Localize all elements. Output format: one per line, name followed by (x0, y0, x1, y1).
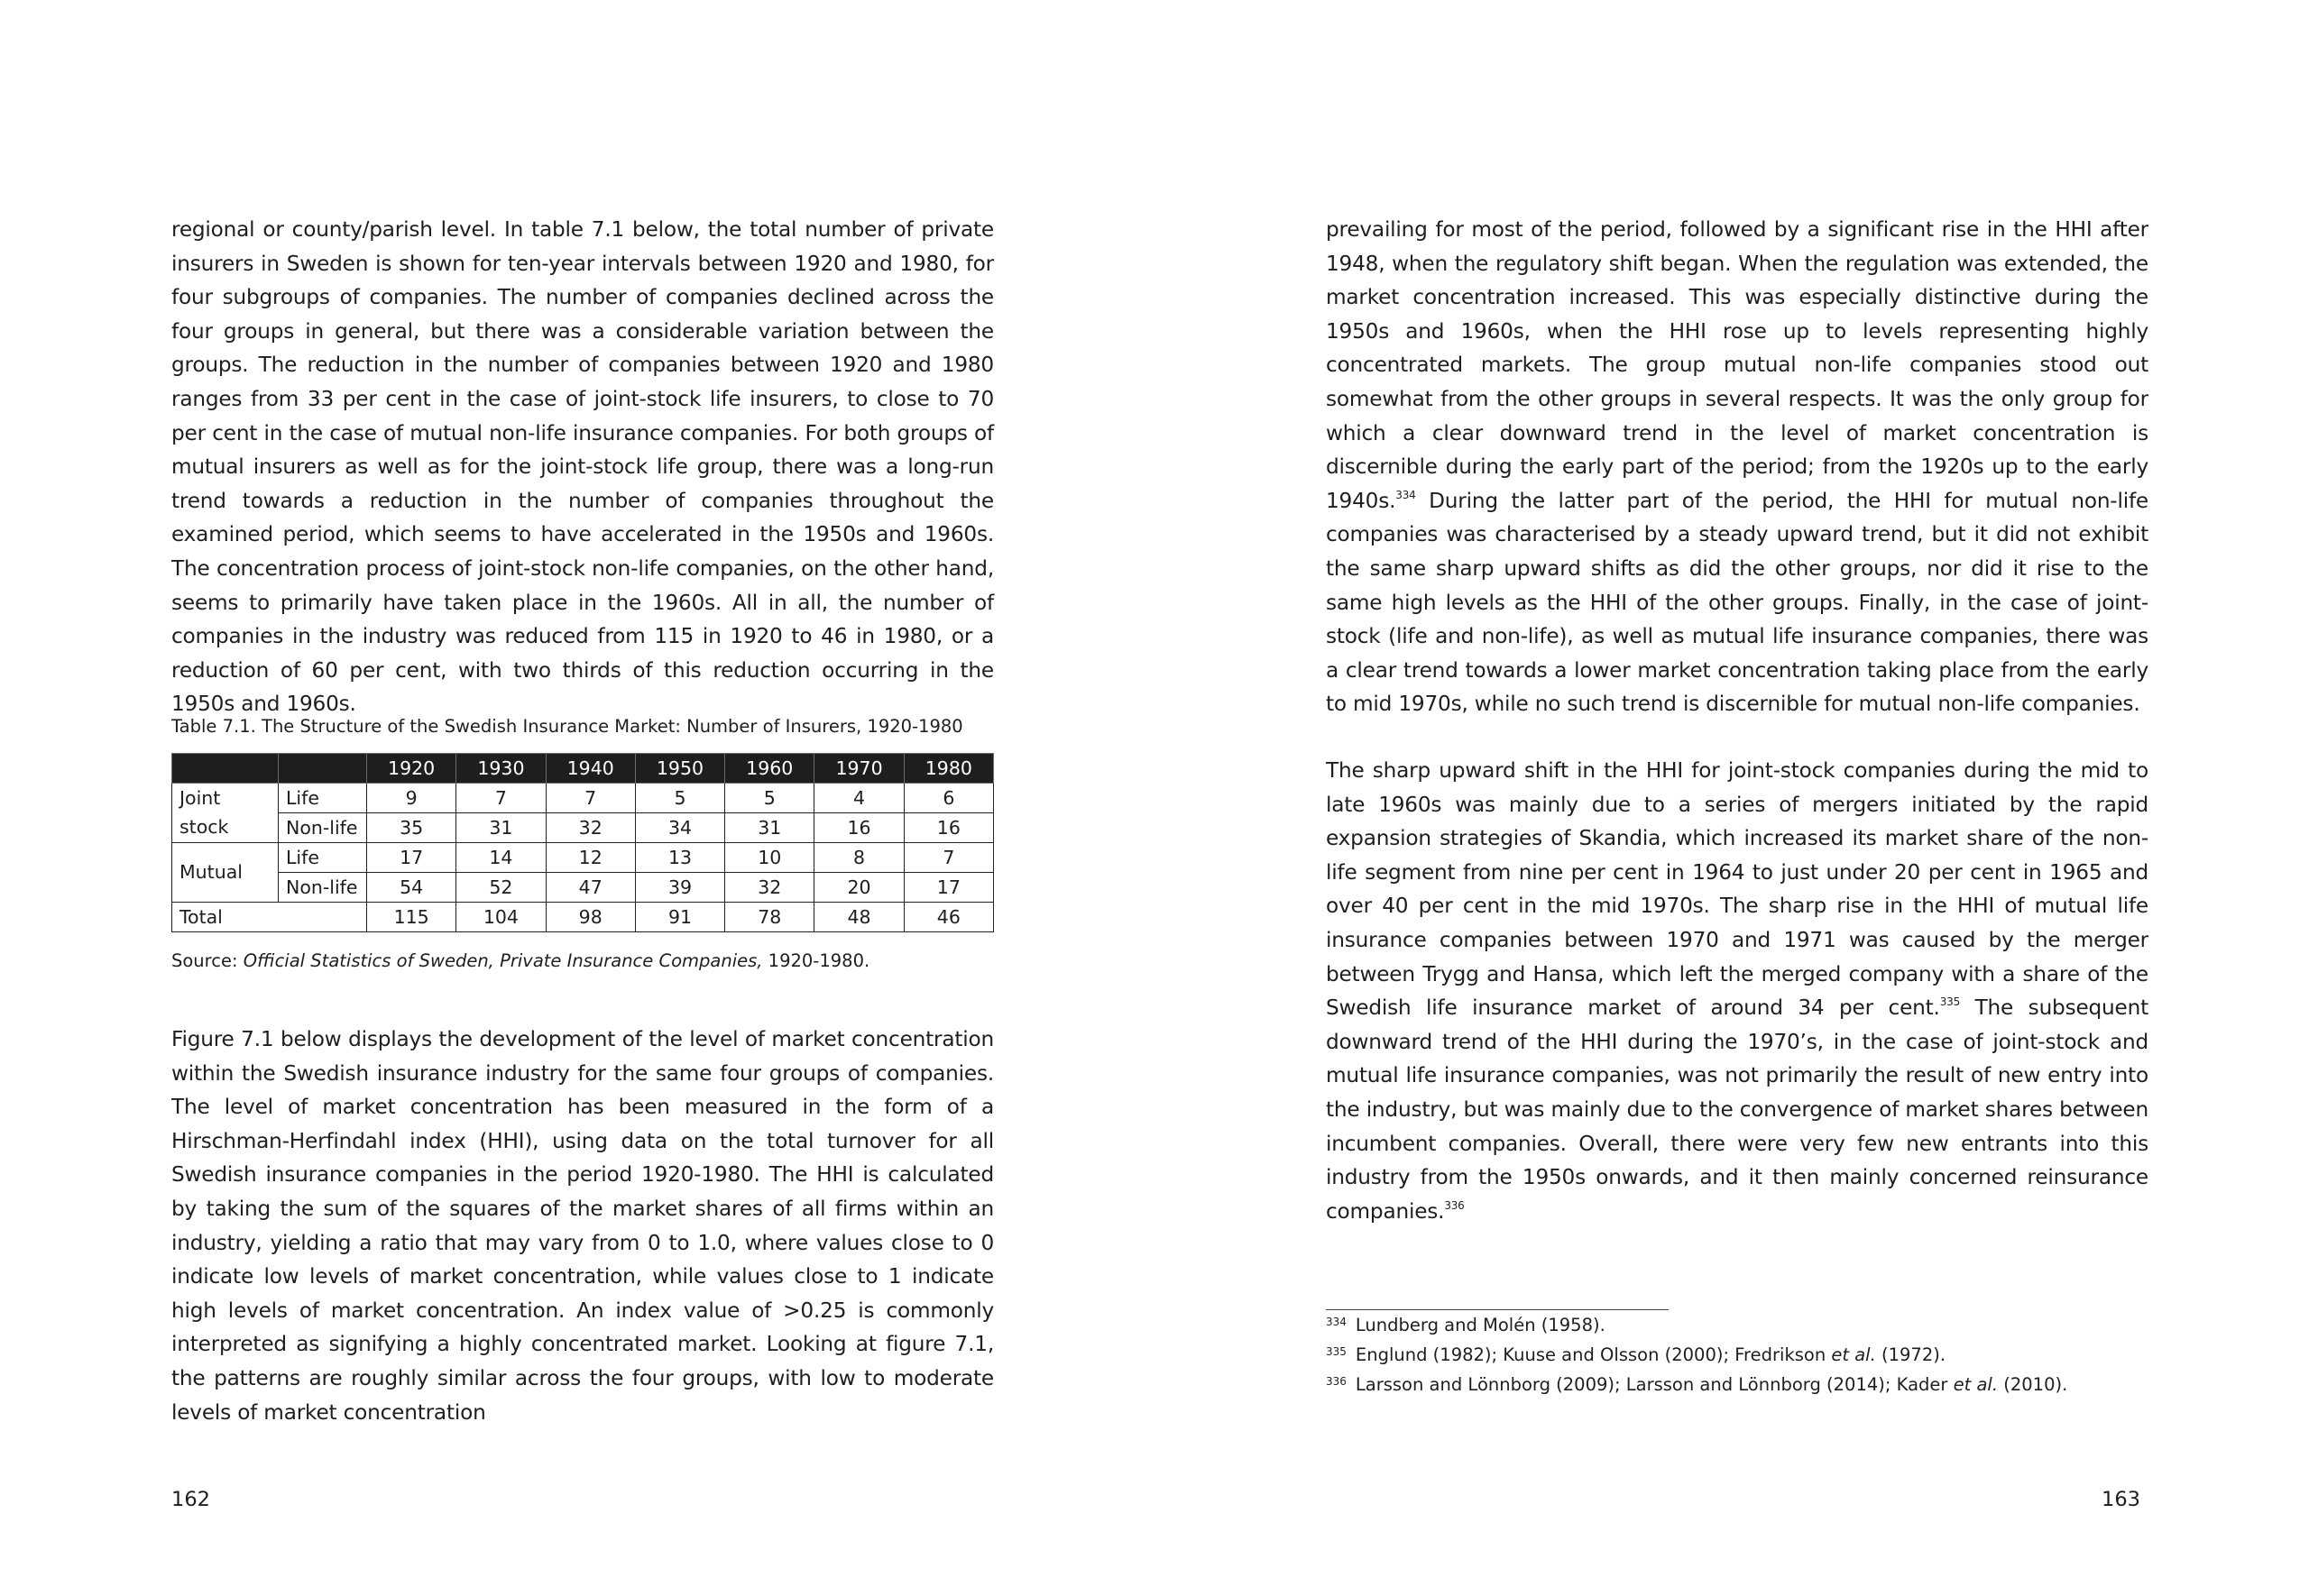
footnote-text: (1972). (1875, 1344, 1946, 1365)
year-header: 1970 (814, 754, 904, 784)
row-label-life: Life (279, 843, 367, 873)
year-header: 1960 (725, 754, 814, 784)
paragraph-mergers (1326, 754, 2148, 1228)
source-prefix: Source: (171, 950, 244, 971)
right-page (1154, 0, 2309, 1596)
year-header: 1950 (635, 754, 724, 784)
year-header: 1930 (456, 754, 546, 784)
year-header: 1980 (904, 754, 993, 784)
table-cell: 7 (904, 843, 993, 873)
page-number: 162 (171, 1488, 210, 1511)
table-cell: 31 (456, 813, 546, 843)
row-label-nonlife: Non-life (279, 813, 367, 843)
table-cell: 34 (635, 813, 724, 843)
footnote-ref[interactable]: 334 (1395, 488, 1416, 501)
table-header-row (172, 754, 994, 784)
table-cell: 14 (456, 843, 546, 873)
table-cell: 5 (635, 784, 724, 813)
table-cell: 10 (725, 843, 814, 873)
header-blank-cell (279, 754, 367, 784)
table-cell: 9 (367, 784, 456, 813)
row-label-nonlife: Non-life (279, 873, 367, 903)
footnote-number: 334 (1326, 1316, 1347, 1328)
header-blank-cell (172, 754, 279, 784)
left-page (0, 0, 1154, 1596)
paragraph-text: Figure 7.1 below displays the development of the level of market concentration within the Swedish insurance industry for the same four groups of companies. The level of market concentration has been measured in the form of a Hirschman-Herfindahl index (HHI), using data on the total turnover for all Swedish insurance companies in the period 1920-1980. The HHI is calculated by taking the sum of the squares of the market shares of all firms within an industry, yielding a ratio that may vary from 0 to 1.0, where values close to 0 indicate low levels of market concentration, while values close to 1 indicate high levels of market concentration. An index value of >0.25 is commonly interpreted as signifying a highly concentrated market. Looking at figure 7.1, the patterns are roughly similar across the four groups, with low to moderate levels of market concentration (171, 1027, 994, 1425)
footnote-number: 335 (1326, 1345, 1347, 1358)
table-cell-empty (279, 903, 367, 932)
table-cell: 48 (814, 903, 904, 932)
table-cell: 52 (456, 873, 546, 903)
row-label-life: Life (279, 784, 367, 813)
year-header: 1920 (367, 754, 456, 784)
footnote-text: (2010). (1998, 1374, 2068, 1395)
text-run: The sharp upward shift in the HHI for joint-stock companies during the mid to late 1960s was mainly due to a series of mergers initiated by the rapid expansion strategies of Skandia, which increased its market share of the non-life segment from nine per cent in 1964 to just under 20 per cent in 1965 and over 40 per cent in the mid 1970s. The sharp rise in the HHI of mutual life insurance companies between 1970 and 1971 was caused by the merger between Trygg and Hansa, which left the merged company with a share of the Swedish life insurance market of around 34 per cent. (1326, 758, 2148, 1021)
table-cell: 47 (546, 873, 635, 903)
source-title: Official Statistics of Sweden, Private Insurance Companies, (243, 950, 763, 971)
source-suffix: 1920-1980. (762, 950, 870, 971)
table-cell: 12 (546, 843, 635, 873)
table-cell: 16 (814, 813, 904, 843)
table-cell: 17 (904, 873, 993, 903)
table-cell: 16 (904, 813, 993, 843)
footnote-etal: et al. (1831, 1344, 1876, 1365)
table-cell: 6 (904, 784, 993, 813)
footnote (1326, 1374, 2067, 1395)
table-cell: 39 (635, 873, 724, 903)
table-cell: 54 (367, 873, 456, 903)
table-cell: 8 (814, 843, 904, 873)
table-cell: 7 (546, 784, 635, 813)
table-cell: 32 (546, 813, 635, 843)
table-cell: 17 (367, 843, 456, 873)
table-cell: 7 (456, 784, 546, 813)
footnote-text: Englund (1982); Kuuse and Olsson (2000); Fredrikson (1355, 1344, 1832, 1365)
table-row (172, 843, 994, 873)
table-cell: 13 (635, 843, 724, 873)
table-row (172, 784, 994, 813)
table-cell: 4 (814, 784, 904, 813)
year-header: 1940 (546, 754, 635, 784)
footnote-text: Lundberg and Molén (1958). (1355, 1315, 1605, 1335)
paragraph-figure (171, 1023, 994, 1429)
paragraph-text (1326, 754, 2148, 1228)
table-cell: 98 (546, 903, 635, 932)
table-cell: 31 (725, 813, 814, 843)
table-cell: 91 (635, 903, 724, 932)
table-caption: Table 7.1. The Structure of the Swedish Insurance Market: Number of Insurers, 1920-1980 (171, 716, 963, 737)
table-total-row (172, 903, 994, 932)
footnote-etal: et al. (1953, 1374, 1999, 1395)
table-cell: 32 (725, 873, 814, 903)
paragraph-concentration (1326, 213, 2148, 721)
table-cell: 5 (725, 784, 814, 813)
paragraph-text (1326, 213, 2148, 721)
insurers-table (171, 753, 994, 932)
footnote (1326, 1315, 1605, 1335)
footnote-number: 336 (1326, 1375, 1347, 1388)
footnote-ref[interactable]: 335 (1939, 995, 1961, 1009)
table-cell: 78 (725, 903, 814, 932)
footnote-ref[interactable]: 336 (1444, 1198, 1465, 1212)
table-cell: 104 (456, 903, 546, 932)
table-row (172, 873, 994, 903)
table-cell: 20 (814, 873, 904, 903)
text-run: prevailing for most of the period, followed by a significant rise in the HHI after 1948, when the regulatory shift began. When the regulation was extended, the market concentration increased. This was especially distinctive during the 1950s and 1960s, when the HHI rose up to levels representing highly concentrated markets. The group mutual non-life companies stood out somewhat from the other groups in several respects. It was the only group for which a clear downward trend in the level of market concentration is discernible during the early part of the period; from the 1920s up to the early 1940s. (1326, 217, 2148, 513)
table-row (172, 813, 994, 843)
footnote (1326, 1344, 1946, 1365)
table-cell: 35 (367, 813, 456, 843)
text-run: The subsequent downward trend of the HHI during the 1970’s, in the case of joint-stock and mutual life insurance companies, was not primarily the result of new entry into the industry, but was mainly due to the convergence of market shares between incumbent companies. Overall, there were very few new entrants into this industry from the 1950s onwards, and it then mainly concerned reinsurance companies. (1326, 995, 2148, 1224)
text-run: During the latter part of the period, the HHI for mutual non-life companies was characterised by a steady upward trend, but it did not exhibit the same sharp upward shifts as did the other groups, nor did it rise to the same high levels as the HHI of the other groups. Finally, in the case of joint-stock (life and non-life), as well as mutual life insurance companies, there was a clear trend towards a lower market concentration taking place from the early to mid 1970s, while no such trend is discernible for mutual non-life companies. (1326, 488, 2148, 717)
page-number: 163 (2102, 1488, 2140, 1511)
footnote-text: Larsson and Lönnborg (2009); Larsson and Lönnborg (2014); Kader (1355, 1374, 1954, 1395)
paragraph-text: regional or county/parish level. In table 7.1 below, the total number of private insurers in Sweden is shown for ten-year intervals between 1920 and 1980, for four subgroups of companies. The number of companies declined across the four groups in general, but there was a considerable variation between the groups. The reduction in the number of companies between 1920 and 1980 ranges from 33 per cent in the case of joint-stock life insurers, to close to 70 per cent in the case of mutual non-life insurance companies. For both groups of mutual insurers as well as for the joint-stock life group, there was a long-run trend towards a reduction in the number of companies throughout the examined period, which seems to have accelerated in the 1950s and 1960s. The concentration process of joint-stock non-life companies, on the other hand, seems to primarily have taken place in the 1960s. All in all, the number of companies in the industry was reduced from 115 in 1920 to 46 in 1980, or a reduction of 60 per cent, with two thirds of this reduction occurring in the 1950s and 1960s. (171, 217, 994, 717)
footnote-divider (1326, 1309, 1669, 1310)
group-label-mutual: Mutual (172, 843, 279, 903)
table-cell: 115 (367, 903, 456, 932)
paragraph-intro (171, 213, 994, 721)
table-cell: 46 (904, 903, 993, 932)
group-label-stock: stock (172, 813, 279, 843)
row-label-total: Total (172, 903, 279, 932)
group-label-joint: Joint (172, 784, 279, 813)
table-source (171, 950, 869, 971)
